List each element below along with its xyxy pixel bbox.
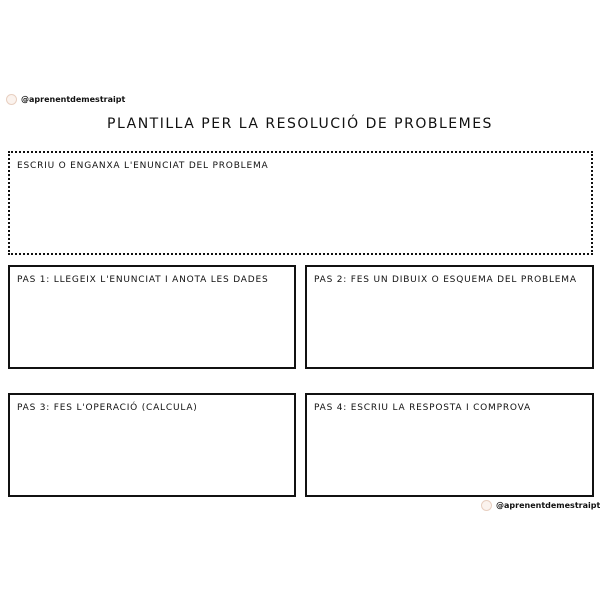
page-title: PLANTILLA PER LA RESOLUCIÓ DE PROBLEMES xyxy=(107,116,493,132)
statement-label: ESCRIU O ENGANXA L'ENUNCIAT DEL PROBLEMA xyxy=(17,161,269,171)
logo-icon xyxy=(481,500,492,511)
step-4-label: PAS 4: ESCRIU LA RESPOSTA I COMPROVA xyxy=(314,403,531,413)
handle-text: @aprenentdemestraipt xyxy=(496,501,600,510)
step-2-label: PAS 2: FES UN DIBUIX O ESQUEMA DEL PROBLEMA xyxy=(314,275,577,285)
step-1-label: PAS 1: LLEGEIX L'ENUNCIAT I ANOTA LES DADES xyxy=(17,275,269,285)
top-handle xyxy=(6,94,125,105)
step-1-box[interactable] xyxy=(8,265,296,369)
bottom-handle xyxy=(481,500,600,511)
statement-box[interactable] xyxy=(8,151,593,255)
step-3-label: PAS 3: FES L'OPERACIÓ (CALCULA) xyxy=(17,403,198,413)
handle-text: @aprenentdemestraipt xyxy=(21,95,126,104)
step-4-box[interactable] xyxy=(305,393,594,497)
step-3-box[interactable] xyxy=(8,393,296,497)
logo-icon xyxy=(6,94,17,105)
step-2-box[interactable] xyxy=(305,265,594,369)
